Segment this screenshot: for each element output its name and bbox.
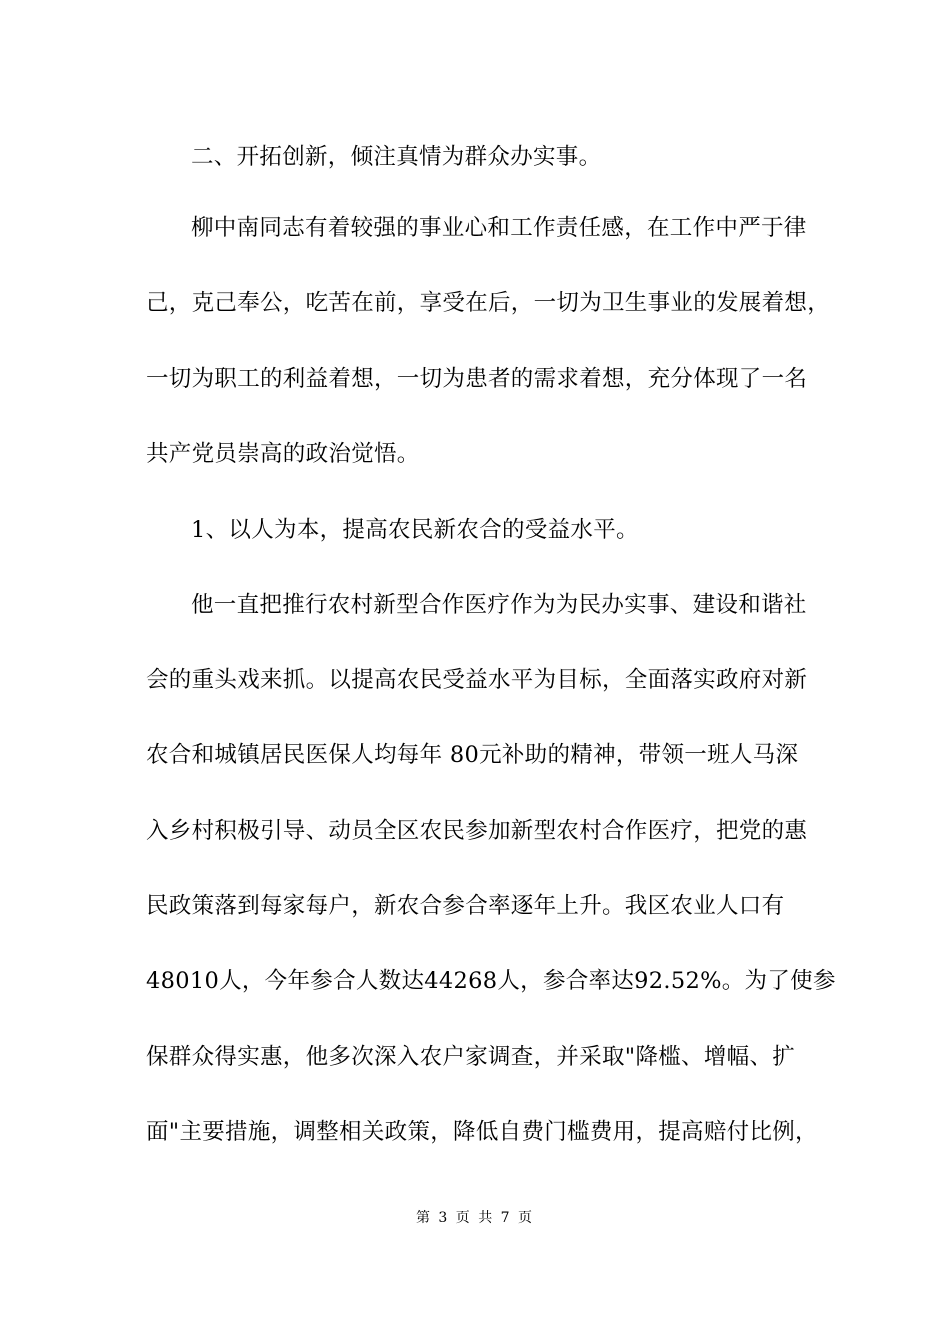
paragraph-line: 共产党员崇高的政治觉悟。 [146,441,420,467]
paragraph-line: 民政策落到每家每户，新农合参合率逐年上升。我区农业人口有 [146,893,785,919]
paragraph-line: 农合和城镇居民医保人均每年 80元补助的精神，带领一班人马深 [146,742,799,768]
subsection-heading: 1、以人为本，提高农民新农合的受益水平。 [191,517,639,543]
section-heading: 二、开拓创新，倾注真情为群众办实事。 [191,144,602,170]
paragraph-line: 面"主要措施，调整相关政策，降低自费门槛费用，提高赔付比例， [146,1119,818,1145]
paragraph-line: 柳中南同志有着较强的事业心和工作责任感，在工作中严于律 [191,215,807,241]
paragraph-line: 入乡村积极引导、动员全区农民参加新型农村合作医疗，把党的惠 [146,818,808,844]
paragraph-line: 48010人，今年参合人数达44268人，参合率达92.52%。为了使参 [146,968,836,994]
paragraph-line: 己，克己奉公，吃苦在前，享受在后，一切为卫生事业的发展着想， [146,290,831,316]
paragraph-line: 一切为职工的利益着想，一切为患者的需求着想，充分体现了一名 [146,366,808,392]
paragraph-line: 他一直把推行农村新型合作医疗作为为民办实事、建设和谐社 [191,592,807,618]
page-footer [0,1208,950,1228]
paragraph-line: 会的重头戏来抓。以提高农民受益水平为目标，全面落实政府对新 [146,667,808,693]
paragraph-line: 保群众得实惠，他多次深入农户家调查，并采取"降槛、增幅、扩 [146,1044,796,1070]
page-number: 第 3 页 共 7 页 [415,1210,535,1226]
